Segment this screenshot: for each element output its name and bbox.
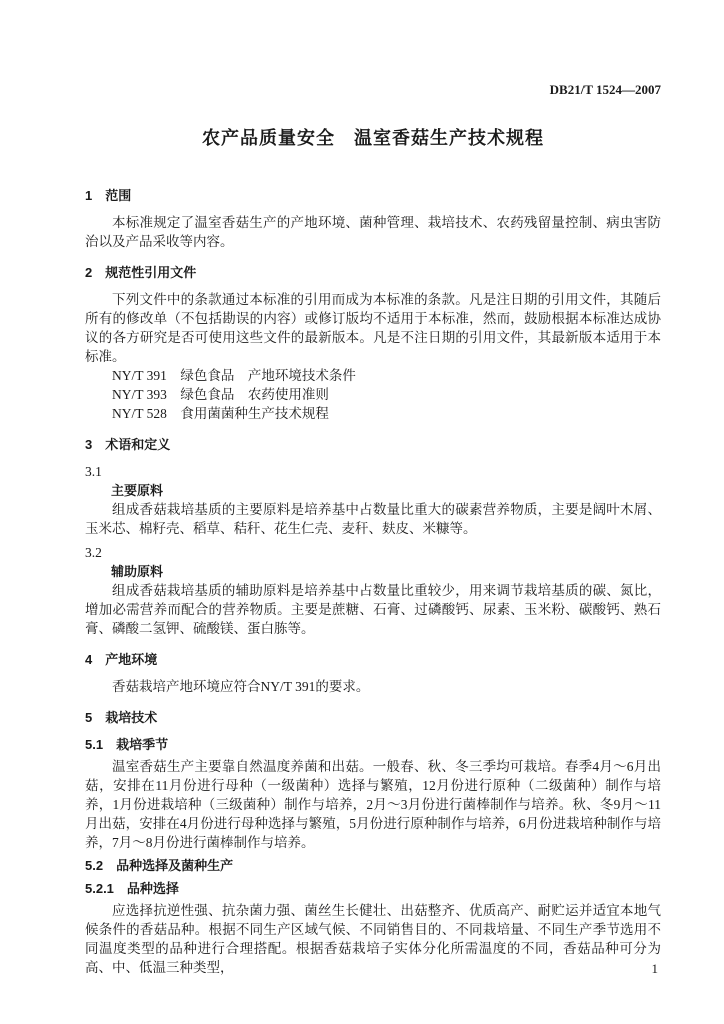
paragraph-term-definition: 组成香菇栽培基质的辅助原料是培养基中占数量比重较少，用来调节栽培基质的碳、氮比，增加必需营养而配合的营养物质。主要是蔗糖、石膏、过磷酸钙、尿素、玉米粉、碳酸钙、熟石膏、磷酸二氢钾、硫酸镁、蛋白胨等。 [85, 583, 661, 636]
subsection-heading-season: 5.1 栽培季节 [85, 737, 169, 752]
subsection-heading-variety: 5.2 品种选择及菌种生产 [85, 858, 234, 873]
doc-number: DB21/T 1524—2007 [549, 82, 661, 97]
paragraph-term-definition: 组成香菇栽培基质的主要原料是培养基中占数量比重大的碳素营养物质，主要是阔叶木屑、玉米芯、棉籽壳、稻草、秸秆、花生仁壳、麦秆、麸皮、米糠等。 [85, 502, 661, 536]
clause-number: 3.1 [85, 464, 102, 479]
paragraph-scope: 本标准规定了温室香菇生产的产地环境、菌种管理、栽培技术、农药残留量控制、病虫害防治以及产品采收等内容。 [85, 215, 661, 249]
section-heading-environment: 4 产地环境 [85, 652, 158, 667]
term-heading: 辅助原料 [111, 564, 164, 579]
section-heading-terms: 3 术语和定义 [85, 437, 171, 452]
paragraph-variety-selection: 应选择抗逆性强、抗杂菌力强、菌丝生长健壮、出菇整齐、优质高产、耐贮运并适宜本地气候条件的香菇品种。根据不同生产区域气候、不同销售目的、不同栽培量、不同生产季节选用不同温度类型的品种进行合理搭配。根据香菇栽培子实体分化所需温度的不同，香菇品种可分为高、中、低温三种类型， [85, 903, 661, 975]
paragraph-environment: 香菇栽培产地环境应符合NY/T 391的要求。 [112, 679, 370, 694]
reference-item: NY/T 528 食用菌菌种生产技术规程 [112, 406, 329, 421]
page-number: 1 [651, 961, 658, 976]
reference-item: NY/T 393 绿色食品 农药使用准则 [112, 387, 329, 402]
section-heading-scope: 1 范围 [85, 188, 132, 203]
section-heading-normative-refs: 2 规范性引用文件 [85, 265, 197, 280]
document-title: 农产品质量安全 温室香菇生产技术规程 [202, 128, 544, 148]
reference-item: NY/T 391 绿色食品 产地环境技术条件 [112, 368, 356, 383]
paragraph-normative-refs: 下列文件中的条款通过本标准的引用而成为本标准的条款。凡是注日期的引用文件，其随后所有的修改单（不包括勘误的内容）或修订版均不适用于本标准，然而，鼓励根据本标准达成协议的各方研究是否可使用这些文件的最新版本。凡是不注日期的引用文件，其最新版本适用于本标准。 [85, 292, 661, 364]
section-heading-cultivation: 5 栽培技术 [85, 710, 158, 725]
term-heading: 主要原料 [111, 483, 164, 498]
subsubsection-heading-selection: 5.2.1 品种选择 [85, 881, 179, 896]
paragraph-season: 温室香菇生产主要靠自然温度养菌和出菇。一般春、秋、冬三季均可栽培。春季4月～6月出菇，安排在11月份进行母种（一级菌种）选择与繁殖，12月份进行原种（二级菌种）制作与培养，1月份进栽培种（三级菌种）制作与培养，2月～3月份进行菌棒制作与培养。秋、冬9月～11月出菇，安排在4月份进行母种选择与繁殖，5月份进行原种制作与培养，6月份进栽培种制作与培养，7月～8月份进行菌棒制作与培养。 [85, 759, 661, 850]
clause-number: 3.2 [85, 545, 102, 560]
